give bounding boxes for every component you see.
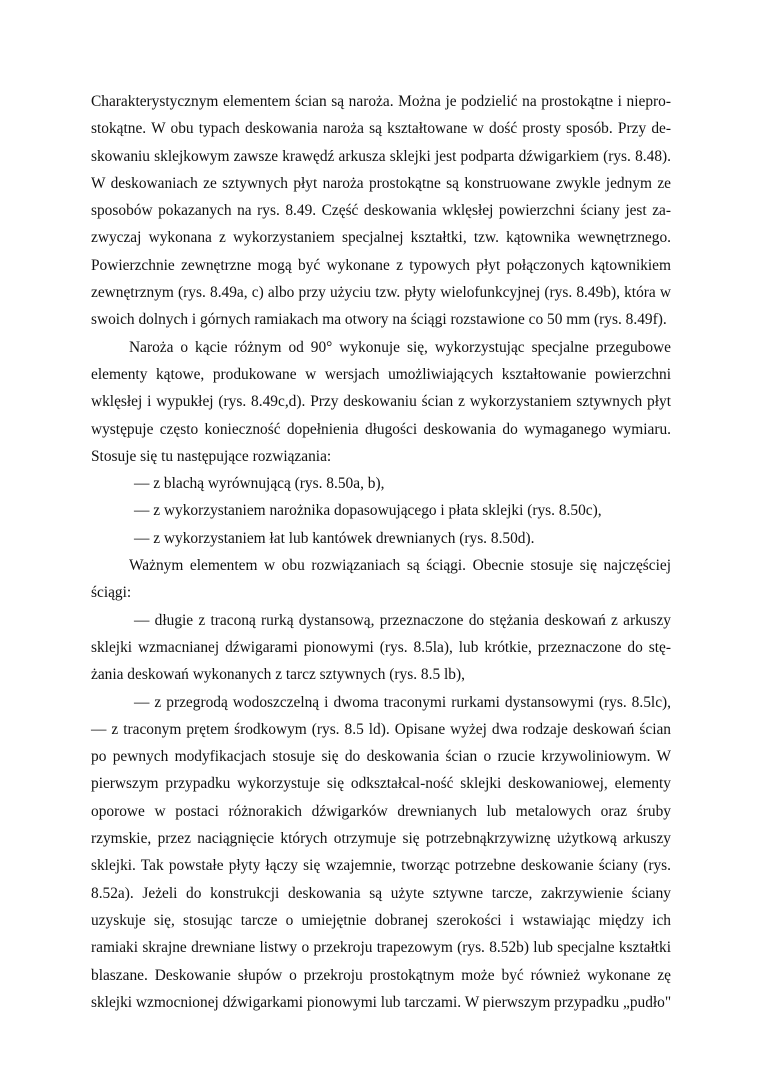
body-text	[91, 88, 671, 1016]
text-line: oporowe w postaci różnorakich dźwigarków drewnianych lub metalowych oraz śruby	[91, 802, 671, 820]
text-line: elementy kątowe, produkowane w wersjach umożliwiających kształtowanie powierzchni	[91, 365, 671, 383]
list-item: — z blachą wyrównującą (rys. 8.50a, b),	[134, 475, 385, 493]
list-item: — z wykorzystaniem łat lub kantówek drewnianych (rys. 8.50d).	[134, 529, 535, 547]
text-line: pierwszym przypadku wykorzystuje się odkształcal-ność sklejki deskowaniowej, elementy	[91, 775, 671, 793]
list-item: — z przegrodą wodoszczelną i dwoma traconymi rurkami dystansowymi (rys. 8.5lc),	[134, 693, 671, 711]
text-line: zewnętrznym (rys. 8.49a, c) albo przy użyciu tzw. płyty wielofunkcyjnej (rys. 8.49b), która w	[91, 284, 671, 302]
text-line: — z traconym prętem środkowym (rys. 8.5 ld). Opisane wyżej dwa rodzaje deskowań ścian	[91, 720, 671, 738]
text-line: skowaniu sklejkowym zawsze krawędź arkusza sklejki jest podparta dźwigarkiem (rys. 8.48).	[91, 147, 671, 165]
text-line: sklejki. Tak powstałe płyty łączy się wzajemnie, tworząc potrzebne deskowanie ściany (rys.	[91, 857, 671, 875]
text-line: Naroża o kącie różnym od 90° wykonuje się, wykorzystując specjalne przegubowe	[129, 338, 671, 356]
text-line: Powierzchnie zewnętrzne mogą być wykonane z typowych płyt połączonych kątownikiem	[91, 256, 671, 274]
text-line: zwyczaj wykonana z wykorzystaniem specjalnej kształtki, tzw. kątownika wewnętrznego.	[91, 229, 671, 247]
text-line: Stosuje się tu następujące rozwiązania:	[91, 447, 332, 465]
text-line: sklejki wzmocnionej dźwigarkami pionowymi lub tarczami. W pierwszym przypadku „pudło"	[91, 993, 672, 1011]
text-line: uzyskuje się, stosując tarcze o umiejętnie dobranej szerokości i wstawiając między ich	[91, 911, 671, 929]
text-line: W deskowaniach ze sztywnych płyt naroża prostokątne są konstruowane zwykle jednym ze	[91, 174, 671, 192]
text-line: sklejki wzmacnianej dźwigarami pionowymi (rys. 8.5la), lub krótkie, przeznaczone do stę-	[91, 638, 671, 656]
text-line: swoich dolnych i górnych ramiakach ma otwory na ściągi rozstawione co 50 mm (rys. 8.49f).	[91, 311, 667, 329]
text-line: ramiaki skrajne drewniane listwy o przekroju trapezowym (rys. 8.52b) lub specjalne kształtki	[91, 939, 671, 957]
text-line: stokątne. W obu typach deskowania naroża są kształtowane w dość prosty sposób. Przy de-	[91, 120, 671, 138]
text-line: wklęsłej i wypukłej (rys. 8.49c,d). Przy deskowaniu ścian z wykorzystaniem sztywnych płyt	[91, 393, 671, 411]
text-line: żania deskowań wykonanych z tarcz sztywnych (rys. 8.5 lb),	[91, 666, 465, 684]
text-line: sposobów pokazanych na rys. 8.49. Część deskowania wklęsłej powierzchni ściany jest za-	[91, 202, 671, 220]
text-line: rzymskie, przez naciągnięcie których otrzymuje się potrzebnąkrzywiznę użytkową arkuszy	[91, 830, 671, 848]
list-item: — długie z traconą rurką dystansową, przeznaczone do stężania deskowań z arkuszy	[134, 611, 671, 629]
list-item: — z wykorzystaniem narożnika dopasowującego i płata sklejki (rys. 8.50c),	[134, 502, 602, 520]
text-line: występuje często konieczność dopełnienia długości deskowania do wymaganego wymiaru.	[91, 420, 671, 438]
text-line: ściągi:	[91, 584, 132, 602]
text-line: 8.52a). Jeżeli do konstrukcji deskowania są użyte sztywne tarcze, zakrzywienie ściany	[91, 884, 671, 902]
text-line: Ważnym elementem w obu rozwiązaniach są ściągi. Obecnie stosuje się najczęściej	[129, 557, 671, 575]
text-line: blaszane. Deskowanie słupów o przekroju prostokątnym może być również wykonane zę	[91, 966, 671, 984]
text-line: po pewnych modyfikacjach stosuje się do deskowania ścian o rzucie krzywoliniowym. W	[91, 748, 671, 766]
text-line: Charakterystycznym elementem ścian są naroża. Można je podzielić na prostokątne i niepro-	[91, 93, 671, 110]
